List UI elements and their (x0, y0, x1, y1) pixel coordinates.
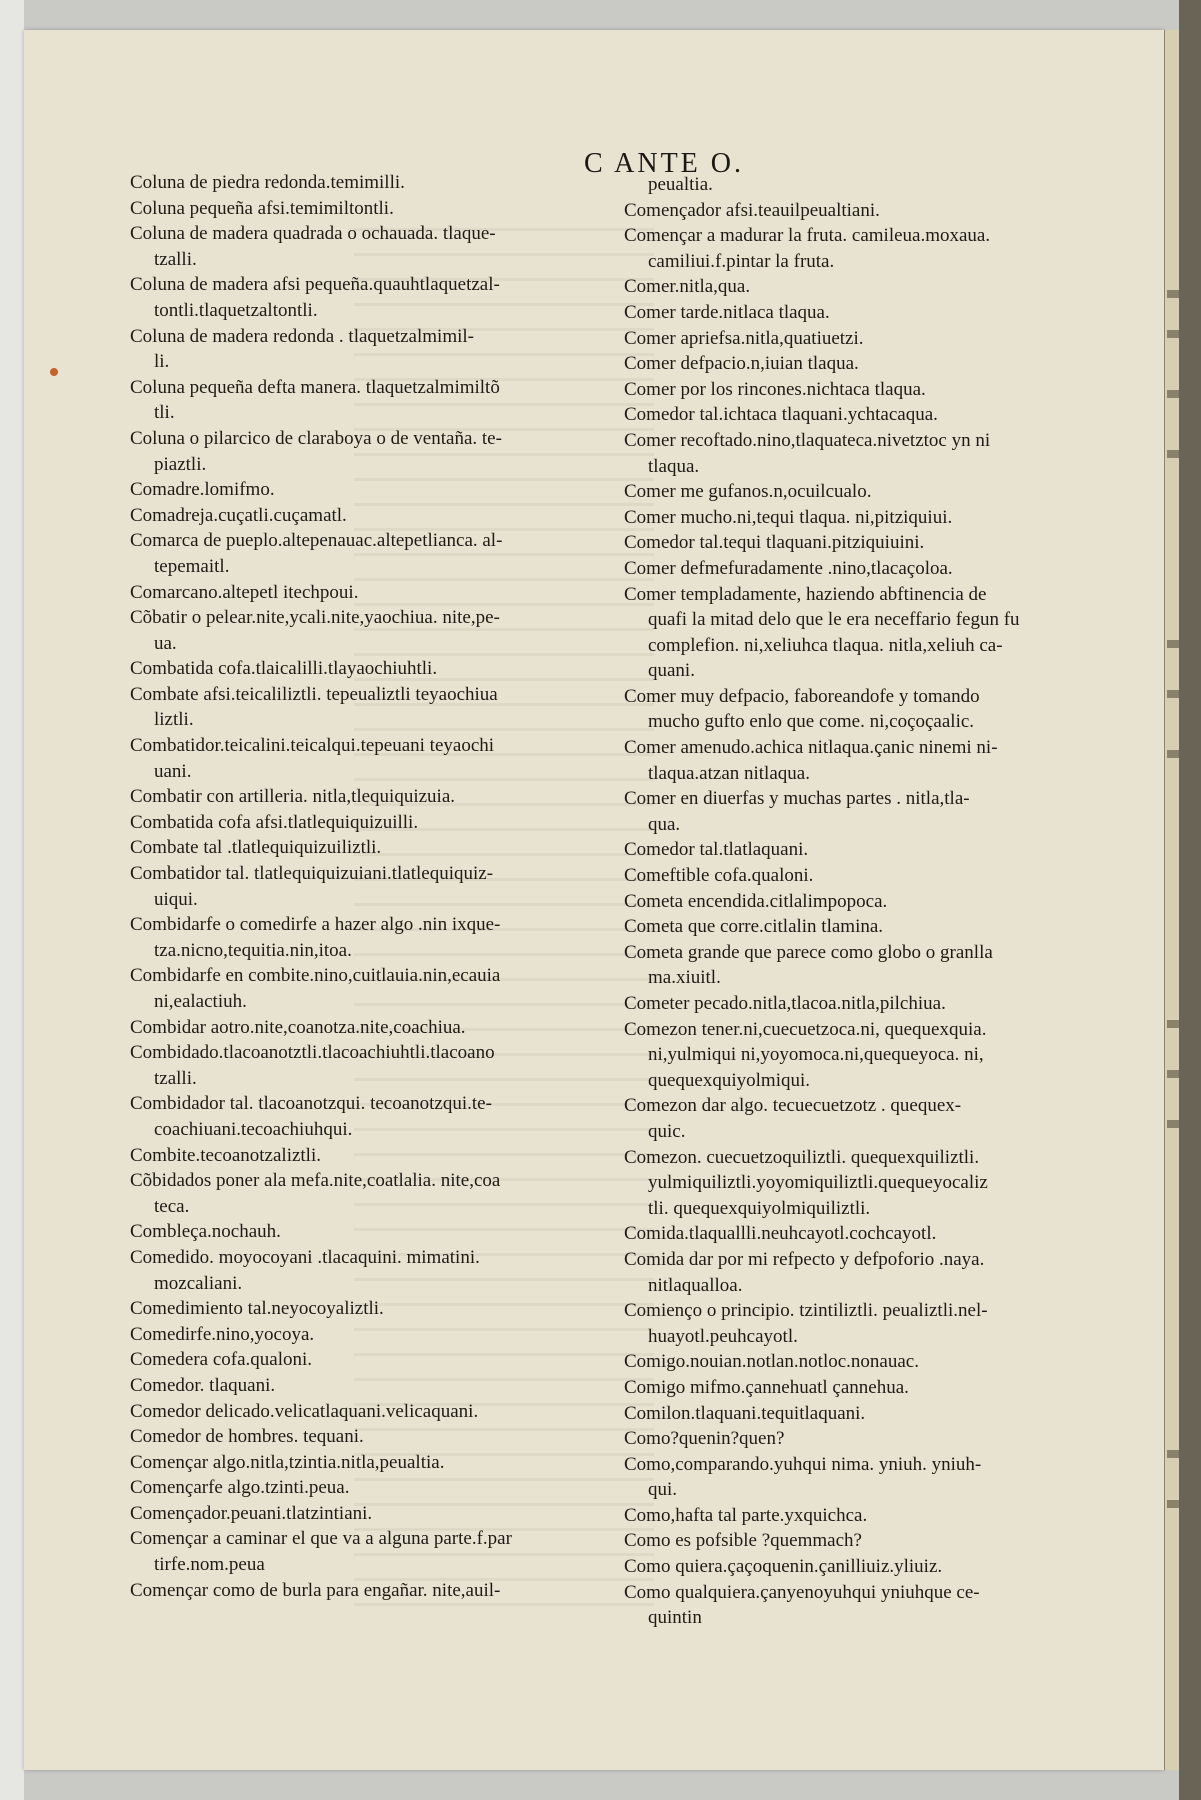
dictionary-entry: Como,comparando.yuhqui nima. yniuh. yniuh- (624, 1453, 982, 1475)
entry-continuation: ni,yulmiqui ni,yoyomoca.ni,quequeyoca. ni, (648, 1044, 984, 1066)
dictionary-entry: Cõbidados poner ala mefa.nite,coatlalia. nite,coa (130, 1170, 501, 1192)
dictionary-entry: Cõbatir o pelear.nite,ycali.nite,yaochiua. nite,pe- (130, 607, 500, 629)
dictionary-entry: Comadre.lomifmo. (130, 479, 275, 501)
dictionary-entry: Como,hafta tal parte.yxquichca. (624, 1504, 868, 1526)
dictionary-entry: Comedor. tlaquani. (130, 1374, 276, 1396)
page-spot (50, 368, 58, 376)
dictionary-entry: Coluna o pilarcico de claraboya o de ventaña. te- (130, 427, 502, 449)
left-column (130, 170, 630, 1603)
dictionary-entry: Comida.tlaquallli.neuhcayotl.cochcayotl. (624, 1223, 937, 1245)
entry-continuation: tli. quequexquiyolmiquiliztli. (648, 1197, 871, 1219)
dictionary-entry: Como qualquiera.çanyenoyuhqui yniuhque ce- (624, 1581, 980, 1603)
dictionary-entry: Comedor tal.tequi tlaquani.pitziquiuini. (624, 532, 925, 554)
running-header: C ANTE O. (584, 148, 744, 179)
entry-continuation: tirfe.nom.peua (154, 1554, 265, 1576)
dictionary-entry: Combidarfe o comedirfe a hazer algo .nin ixque- (130, 914, 501, 936)
dictionary-entry: Combite.tecoanotzaliztli. (130, 1144, 321, 1166)
dictionary-entry: Comer defmefuradamente .nino,tlacaçoloa. (624, 557, 953, 579)
dictionary-entry: Començador.peuani.tlatzintiani. (130, 1502, 373, 1524)
entry-continuation: quani. (648, 660, 695, 682)
dictionary-entry: Comienço o principio. tzintiliztli. peualiztli.nel- (624, 1300, 988, 1322)
dictionary-entry: Coluna pequeña afsi.temimiltontli. (130, 197, 394, 219)
entry-continuation: teca. (154, 1195, 190, 1217)
dictionary-entry: Comer amenudo.achica nitlaqua.çanic ninemi ni- (624, 737, 998, 759)
dictionary-entry: Como?quenin?quen? (624, 1428, 785, 1450)
entry-continuation: liztli. (154, 709, 194, 731)
dictionary-entry: Combidador tal. tlacoanotzqui. tecoanotzqui.te- (130, 1093, 492, 1115)
dictionary-entry: Coluna de piedra redonda.temimilli. (130, 172, 405, 193)
dictionary-entry: Començador afsi.teauilpeualtiani. (624, 199, 880, 221)
dictionary-entry: Comedera cofa.qualoni. (130, 1349, 313, 1371)
dictionary-entry: Comer mucho.ni,tequi tlaqua. ni,pitziquiui. (624, 506, 953, 528)
entry-continuation: yulmiquiliztli.yoyomiquiliztli.quequeyocaliz (648, 1172, 988, 1194)
entry-continuation: tontli.tlaquetzaltontli. (154, 299, 318, 321)
dictionary-entry: Comer.nitla,qua. (624, 276, 751, 298)
dictionary-entry: Comedor tal.ichtaca tlaquani.ychtacaqua. (624, 404, 938, 426)
entry-continuation: qua. (648, 813, 681, 835)
dictionary-entry: Comedirfe.nino,yocoya. (130, 1323, 315, 1345)
dictionary-entry: Combidado.tlacoanotztli.tlacoachiuhtli.tlacoano (130, 1042, 495, 1064)
dictionary-entry: Combatida cofa.tlaicalilli.tlayaochiuhtli. (130, 658, 438, 680)
entry-continuation: uiqui. (154, 888, 198, 910)
entry-continuation: peualtia. (648, 174, 713, 195)
dictionary-entry: Comezon. cuecuetzoquiliztli. quequexquiliztli. (624, 1146, 980, 1168)
entry-continuation: ua. (154, 632, 177, 654)
dictionary-entry: Comadreja.cuçatli.cuçamatl. (130, 504, 347, 526)
dictionary-entry: Començar a madurar la fruta. camileua.moxaua. (624, 225, 991, 247)
dictionary-entry: Combleça.nochauh. (130, 1221, 281, 1243)
scan-right-border (1179, 0, 1201, 1800)
dictionary-entry: Como es pofsible ?quemmach? (624, 1530, 862, 1552)
entry-continuation: quintin (648, 1607, 702, 1629)
dictionary-entry: Combatidor tal. tlatlequiquizuiani.tlatlequiquiz- (130, 863, 494, 885)
entry-continuation: tli. (154, 402, 175, 424)
dictionary-entry: Comer muy defpacio, faboreandofe y tomando (624, 685, 980, 707)
dictionary-entry: Combate afsi.teicaliliztli. tepeualiztli teyaochiua (130, 683, 498, 705)
dictionary-entry: Comer por los rincones.nichtaca tlaqua. (624, 378, 926, 400)
entry-continuation: mozcaliani. (154, 1272, 243, 1294)
dictionary-entry: Comedido. moyocoyani .tlacaquini. mimatini. (130, 1246, 480, 1268)
dictionary-entry: Cometa grande que parece como globo o granlla (624, 941, 993, 963)
entry-continuation: uani. (154, 760, 192, 782)
entry-continuation: ma.xiuitl. (648, 967, 721, 989)
dictionary-entry: Comilon.tlaquani.tequitlaquani. (624, 1402, 866, 1424)
dictionary-entry: Comer defpacio.n,iuian tlaqua. (624, 353, 859, 375)
entry-continuation: qui. (648, 1479, 678, 1501)
dictionary-entry: Comedor de hombres. tequani. (130, 1426, 364, 1448)
dictionary-entry: Comezon tener.ni,cuecuetzoca.ni, quequexquia. (624, 1018, 987, 1040)
dictionary-entry: Comer tarde.nitlaca tlaqua. (624, 301, 830, 323)
entry-continuation: coachiuani.tecoachiuhqui. (154, 1118, 353, 1140)
dictionary-entry: Comigo.nouian.notlan.notloc.nonauac. (624, 1351, 919, 1373)
entry-continuation: nitlaqualloa. (648, 1274, 743, 1296)
dictionary-entry: Combidar aotro.nite,coanotza.nite,coachiua. (130, 1016, 466, 1038)
entry-continuation: ni,ealactiuh. (154, 991, 247, 1012)
dictionary-entry: Començarfe algo.tzinti.peua. (130, 1477, 350, 1499)
dictionary-entry: Comarcano.altepetl itechpoui. (130, 581, 359, 603)
dictionary-entry: Comida dar por mi refpecto y defpoforio .naya. (624, 1248, 985, 1270)
entry-continuation: huayotl.peuhcayotl. (648, 1325, 798, 1347)
dictionary-entry: Combatidor.teicalini.teicalqui.tepeuani teyaochi (130, 735, 495, 757)
dictionary-entry: Comedimiento tal.neyocoyaliztli. (130, 1298, 384, 1320)
dictionary-entry: Cometer pecado.nitla,tlacoa.nitla,pilchiua. (624, 993, 946, 1014)
dictionary-entry: Coluna de madera afsi pequeña.quauhtlaquetzal- (130, 274, 500, 296)
dictionary-entry: Comezon dar algo. tecuecuetzotz . quequex- (624, 1095, 962, 1117)
dictionary-entry: Como quiera.çaçoquenin.çanilliuiz.yliuiz. (624, 1556, 943, 1578)
right-column (624, 172, 1114, 1631)
dictionary-entry: Comer recoftado.nino,tlaquateca.nivetztoc yn ni (624, 429, 991, 451)
dictionary-entry: Cometa encendida.citlalimpopoca. (624, 890, 888, 912)
entry-continuation: quafi la mitad delo que le era neceffario fegun fu (648, 609, 1020, 631)
entry-continuation: tlaqua. (648, 455, 700, 477)
entry-continuation: quic. (648, 1120, 686, 1142)
dictionary-entry: Comer en diuerfas y muchas partes . nitla,tla- (624, 788, 970, 810)
entry-continuation: tepemaitl. (154, 555, 230, 577)
dictionary-entry: Comedor delicado.velicatlaquani.velicaquani. (130, 1400, 479, 1422)
entry-continuation: tzalli. (154, 1067, 197, 1089)
entry-continuation: tza.nicno,tequitia.nin,itoa. (154, 939, 352, 961)
dictionary-entry: Combatir con artilleria. nitla,tlequiquizuia. (130, 786, 456, 808)
entry-continuation: tzalli. (154, 248, 197, 270)
dictionary-entry: Comer me gufanos.n,ocuilcualo. (624, 481, 872, 503)
entry-continuation: quequexquiyolmiqui. (648, 1069, 811, 1091)
dictionary-entry: Combate tal .tlatlequiquizuiliztli. (130, 837, 382, 859)
dictionary-entry: Coluna de madera redonda . tlaquetzalmimil- (130, 325, 474, 347)
dictionary-entry: Cometa que corre.citlalin tlamina. (624, 916, 884, 938)
dictionary-entry: Comarca de pueplo.altepenauac.altepetlianca. al- (130, 530, 503, 552)
dictionary-entry: Començar como de burla para engañar. nite,auil- (130, 1579, 501, 1601)
dictionary-entry: Combatida cofa afsi.tlatlequiquizuilli. (130, 811, 419, 833)
dictionary-entry: Comeftible cofa.qualoni. (624, 865, 814, 887)
dictionary-entry: Comigo mifmo.çannehuatl çannehua. (624, 1376, 909, 1398)
entry-continuation: mucho gufto enlo que come. ni,coçoçaalic. (648, 711, 975, 733)
entry-continuation: tlaqua.atzan nitlaqua. (648, 762, 810, 784)
dictionary-entry: Comedor tal.tlatlaquani. (624, 839, 809, 861)
dictionary-entry: Comer templadamente, haziendo abftinencia de (624, 583, 987, 605)
dictionary-entry: Començar a caminar el que va a alguna parte.f.par (130, 1528, 512, 1550)
entry-continuation: li. (154, 351, 170, 373)
entry-continuation: piaztli. (154, 453, 207, 475)
dictionary-entry: Comer apriefsa.nitla,quatiuetzi. (624, 327, 864, 349)
dictionary-entry: Començar algo.nitla,tzintia.nitla,peualtia. (130, 1451, 445, 1473)
dictionary-entry: Coluna de madera quadrada o ochauada. tlaque- (130, 223, 496, 245)
dictionary-entry: Combidarfe en combite.nino,cuitlauia.nin,ecauia (130, 965, 501, 987)
scan-left-margin (0, 0, 24, 1800)
dictionary-entry: Coluna pequeña defta manera. tlaquetzalmimiltõ (130, 376, 500, 398)
entry-continuation: camiliui.f.pintar la fruta. (648, 250, 835, 272)
entry-continuation: complefion. ni,xeliuhca tlaqua. nitla,xeliuh ca- (648, 634, 1003, 656)
